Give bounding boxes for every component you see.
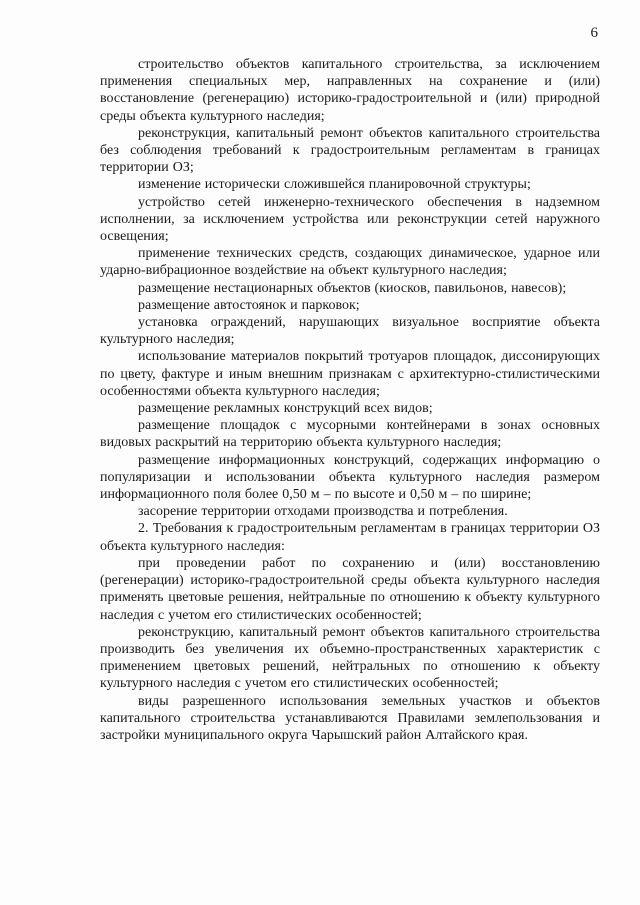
paragraph: засорение территории отходами производства и потребления. bbox=[138, 504, 508, 520]
document-body bbox=[100, 56, 600, 744]
section-heading-paragraph: 2. Требования к градостроительным регламентам в границах территории ОЗ объекта культурного наследия: bbox=[100, 521, 600, 554]
paragraph: реконструкция, капитальный ремонт объектов капитального строительства без соблюдения требований к градостроительным регламентам в границах территории ОЗ; bbox=[100, 125, 600, 176]
paragraph: размещение рекламных конструкций всех видов; bbox=[138, 401, 433, 417]
paragraph: размещение информационных конструкций, содержащих информацию о популяризации и использовании объекта культурного наследия размером информационного поля более 0,50 м – по высоте и 0,50 м – по ширине; bbox=[100, 452, 600, 503]
paragraph: строительство объектов капитального строительства, за исключением применения специальных мер, направленных на сохранение и (или) восстановление (регенерацию) историко-градостроительной и (или) природной среды объекта культурного наследия; bbox=[100, 57, 600, 124]
paragraph: реконструкцию, капитальный ремонт объектов капитального строительства производить без увеличения их объемно-пространственных характеристик с применением цветовых решений, нейтральных по отношению к объекту культурного наследия с учетом его стилистических особенностей; bbox=[100, 624, 600, 692]
paragraph: при проведении работ по сохранению и (или) восстановлению (регенерации) историко-градостроительной среды объекта культурного наследия применять цветовые решения, нейтральные по отношению к объекту культурного наследия с учетом его стилистических особенностей; bbox=[100, 555, 600, 623]
paragraph: размещение нестационарных объектов (киосков, павильонов, навесов); bbox=[138, 280, 567, 296]
paragraph: установка ограждений, нарушающих визуальное восприятие объекта культурного наследия; bbox=[100, 315, 600, 348]
paragraph: использование материалов покрытий тротуаров площадок, диссонирующих по цвету, фактуре и иным внешним признакам с архитектурно-стилистическими особенностями объекта культурного наследия; bbox=[100, 349, 600, 399]
paragraph: применение технических средств, создающих динамическое, ударное или ударно-вибрационное воздействие на объект культурного наследия; bbox=[100, 246, 600, 279]
page-number: 6 bbox=[590, 25, 598, 41]
paragraph: устройство сетей инженерно-технического обеспечения в надземном исполнении, за исключением устройства или реконструкции сетей наружного освещения; bbox=[100, 194, 600, 245]
paragraph: размещение площадок с мусорными контейнерами в зонах основных видовых раскрытий на территорию объекта культурного наследия; bbox=[100, 418, 600, 451]
paragraph: виды разрешенного использования земельных участков и объектов капитального строительства устанавливаются Правилами землепользования и застройки муниципального округа Чарышский район Алтайского края. bbox=[100, 693, 600, 743]
paragraph: размещение автостоянок и парковок; bbox=[138, 297, 360, 313]
paragraph: изменение исторически сложившейся планировочной структуры; bbox=[138, 177, 531, 193]
